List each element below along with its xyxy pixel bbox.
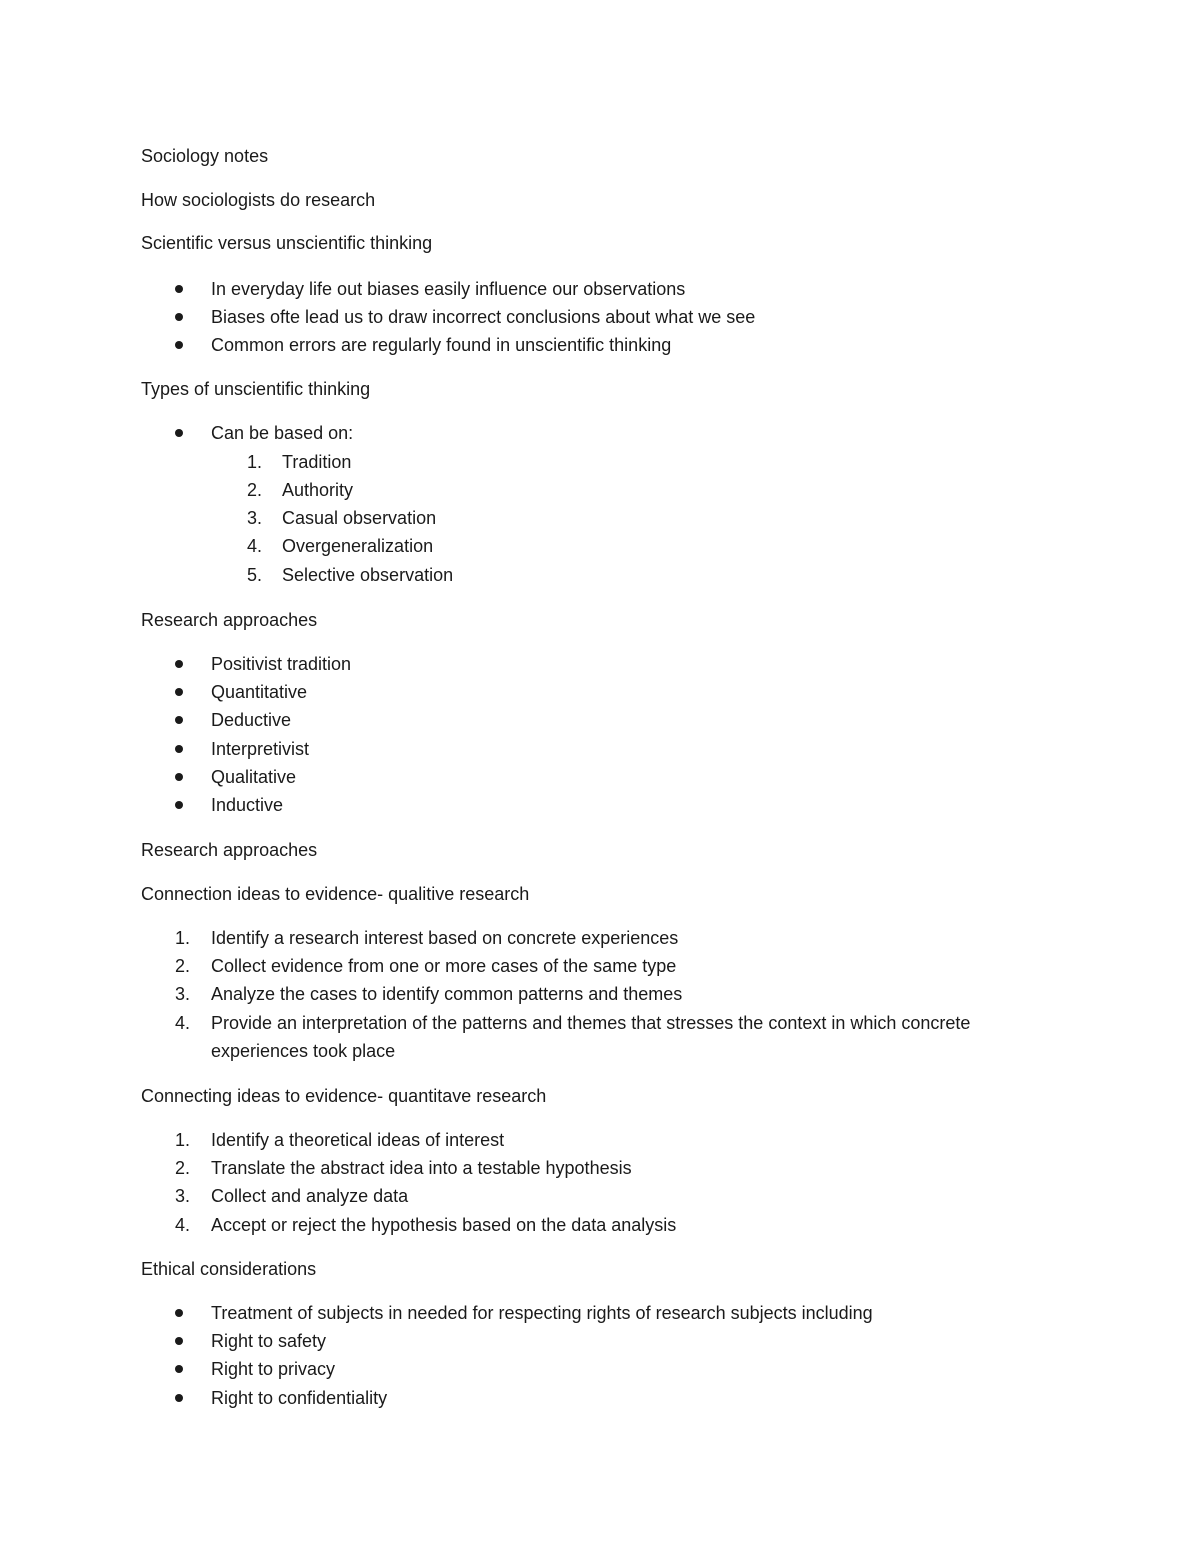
section-heading: Connection ideas to evidence- qualitive research [141, 884, 530, 904]
list-item: Authority [282, 480, 354, 500]
section-heading: Scientific versus unscientific thinking [141, 233, 433, 253]
list-item: Provide an interpretation of the patterns and themes that stresses the context in which concrete experiences took place [211, 1013, 971, 1061]
section-heading: Research approaches [141, 840, 318, 860]
list-item: Inductive [211, 795, 284, 815]
list-item: Translate the abstract idea into a testable hypothesis [211, 1158, 632, 1178]
document-subtitle: How sociologists do research [141, 190, 376, 210]
list-number: 5. [247, 565, 263, 585]
list-number: 2. [247, 480, 263, 500]
bullet-icon [175, 716, 183, 724]
bullet-icon [175, 773, 183, 781]
list-item: Analyze the cases to identify common patterns and themes [211, 984, 683, 1004]
list-item: Interpretivist [211, 739, 310, 759]
list-item: Tradition [282, 452, 352, 472]
bullet-icon [175, 429, 183, 437]
list-number: 4. [247, 536, 263, 556]
list-item: Selective observation [282, 565, 454, 585]
bullet-icon [175, 801, 183, 809]
list-number: 3. [175, 1186, 191, 1206]
list-item: Collect and analyze data [211, 1186, 409, 1206]
bullet-icon [175, 313, 183, 321]
bullet-icon [175, 1394, 183, 1402]
list-item: In everyday life out biases easily influence our observations [211, 279, 686, 299]
section-heading: Ethical considerations [141, 1259, 317, 1279]
list-item: Accept or reject the hypothesis based on the data analysis [211, 1215, 677, 1235]
list-item: Quantitative [211, 682, 308, 702]
list-item: Positivist tradition [211, 654, 352, 674]
list-item: Right to confidentiality [211, 1388, 388, 1408]
bullet-icon [175, 285, 183, 293]
bullet-icon [175, 341, 183, 349]
list-number: 4. [175, 1013, 191, 1033]
bullet-icon [175, 1365, 183, 1373]
bullet-icon [175, 745, 183, 753]
list-item: Collect evidence from one or more cases of the same type [211, 956, 677, 976]
list-item: Right to privacy [211, 1359, 336, 1379]
list-number: 3. [247, 508, 263, 528]
bullet-icon [175, 688, 183, 696]
bullet-icon [175, 660, 183, 668]
list-number: 1. [247, 452, 263, 472]
list-item: Deductive [211, 710, 292, 730]
document-title: Sociology notes [141, 146, 269, 166]
list-number: 2. [175, 1158, 191, 1178]
list-number: 1. [175, 1130, 191, 1150]
section-heading: Research approaches [141, 610, 318, 630]
list-item: Right to safety [211, 1331, 327, 1351]
list-number: 4. [175, 1215, 191, 1235]
section-heading: Types of unscientific thinking [141, 379, 371, 399]
bullet-icon [175, 1337, 183, 1345]
list-number: 2. [175, 956, 191, 976]
list-item: Common errors are regularly found in unscientific thinking [211, 335, 672, 355]
list-item: Treatment of subjects in needed for respecting rights of research subjects including [211, 1303, 873, 1323]
list-item: Qualitative [211, 767, 297, 787]
list-item: Casual observation [282, 508, 437, 528]
list-item: Identify a research interest based on concrete experiences [211, 928, 679, 948]
list-item: Can be based on: [211, 423, 354, 443]
list-item: Identify a theoretical ideas of interest [211, 1130, 505, 1150]
list-item: Overgeneralization [282, 536, 434, 556]
list-item: Biases ofte lead us to draw incorrect conclusions about what we see [211, 307, 756, 327]
list-number: 3. [175, 984, 191, 1004]
list-number: 1. [175, 928, 191, 948]
section-heading: Connecting ideas to evidence- quantitave research [141, 1086, 547, 1106]
bullet-icon [175, 1309, 183, 1317]
